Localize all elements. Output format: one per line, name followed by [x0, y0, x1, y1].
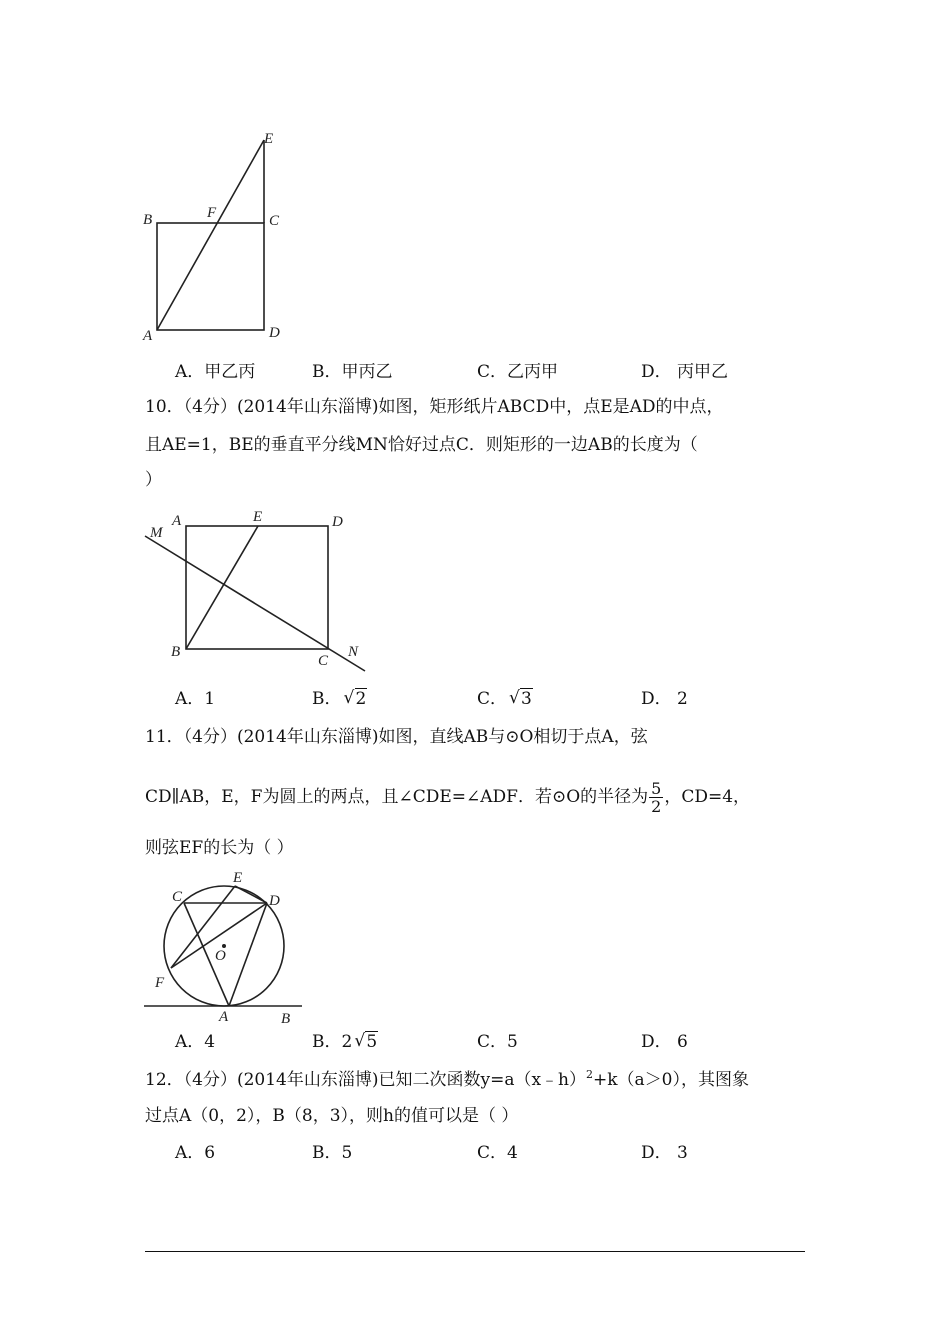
- q12-text-line2: 过点A（0，2），B（8，3），则h的值可以是（ ）: [145, 1106, 519, 1126]
- label-d: D: [332, 514, 343, 530]
- q11-option-c[interactable]: C．5: [477, 1032, 518, 1052]
- q10-text-line1: 10．（4分）(2014年山东淄博)如图，矩形纸片ABCD中，点E是AD的中点，: [145, 397, 724, 417]
- sqrt-symbol: √ 3: [509, 688, 532, 709]
- q11-text-line1: 11．（4分）(2014年山东淄博)如图，直线AB与⊙O相切于点A，弦: [145, 727, 648, 747]
- q10-option-c[interactable]: [477, 688, 533, 710]
- q11-options: [0, 1031, 950, 1055]
- label-b: B: [143, 212, 153, 228]
- label-e: E: [253, 509, 263, 525]
- q12-option-b[interactable]: B．5: [312, 1143, 353, 1163]
- rectangle-abcd: [186, 526, 328, 649]
- segment-ae: [157, 140, 264, 330]
- q12-text-line1-before: 12．（4分）(2014年山东淄博)已知二次函数y=a（x﹣h）: [145, 1070, 586, 1090]
- q12-exponent: 2: [586, 1068, 593, 1081]
- q10-option-a[interactable]: A．1: [175, 689, 216, 709]
- q9-option-c[interactable]: C．乙丙甲: [477, 362, 559, 382]
- q11-option-a[interactable]: A．4: [175, 1032, 216, 1052]
- q9-option-a[interactable]: A．甲乙丙: [175, 362, 256, 382]
- q10-option-b-prefix: B．: [312, 689, 342, 709]
- segment-da: [229, 903, 267, 1006]
- fraction-radius: [649, 780, 663, 815]
- q12-option-a[interactable]: A．6: [175, 1143, 216, 1163]
- label-e: E: [233, 870, 243, 886]
- label-b: B: [171, 644, 181, 660]
- q10-options: [0, 688, 950, 712]
- footer-divider: [145, 1251, 805, 1252]
- q10-option-c-radicand: 3: [521, 689, 532, 709]
- q12-text-line1-after: +k（a＞0），其图象: [593, 1070, 749, 1090]
- q11-text-line2-before: CD∥AB，E，F为圆上的两点，且∠CDE=∠ADF．若⊙O的半径为: [145, 787, 649, 807]
- figure-q10-svg: [140, 505, 370, 680]
- q10-option-c-prefix: C．: [477, 689, 508, 709]
- q10-option-b-radicand: 2: [355, 689, 367, 709]
- q11-option-b-radicand: 5: [366, 1032, 378, 1052]
- q10-text-line3: ）: [145, 470, 162, 490]
- sqrt-symbol: √ 5: [354, 1031, 378, 1052]
- segment-be: [186, 526, 258, 649]
- label-d: D: [269, 893, 280, 909]
- q12-options: [0, 1142, 950, 1166]
- q11-text-line2: [145, 777, 750, 817]
- square-abcd: [157, 223, 264, 330]
- label-o: O: [215, 948, 226, 964]
- q9-options: [0, 361, 950, 385]
- q12-option-d[interactable]: D． 3: [641, 1143, 688, 1163]
- label-e: E: [264, 131, 274, 147]
- label-n: N: [348, 644, 359, 660]
- fraction-numerator: 5: [651, 779, 662, 798]
- figure-q9-svg: [140, 125, 290, 345]
- q11-text-line3: 则弦EF的长为（ ）: [145, 838, 294, 858]
- fraction-denominator: 2: [651, 797, 662, 816]
- q10-option-b[interactable]: [312, 688, 367, 710]
- q11-option-b-prefix: B．2: [312, 1032, 353, 1052]
- figure-q11-svg: [140, 865, 310, 1025]
- figure-q9: [140, 125, 290, 345]
- label-c: C: [172, 889, 183, 905]
- label-b: B: [281, 1011, 291, 1025]
- label-d: D: [269, 325, 280, 341]
- q9-option-d[interactable]: D． 丙甲乙: [641, 362, 729, 382]
- q12-option-c[interactable]: C．4: [477, 1143, 518, 1163]
- label-f: F: [207, 205, 217, 221]
- q9-option-b[interactable]: B．甲丙乙: [312, 362, 393, 382]
- q11-option-d[interactable]: D． 6: [641, 1032, 688, 1052]
- q10-option-d[interactable]: D． 2: [641, 689, 688, 709]
- label-a: A: [219, 1009, 229, 1025]
- q11-option-b[interactable]: [312, 1031, 378, 1053]
- segment-ed: [235, 886, 267, 903]
- label-c: C: [269, 213, 280, 229]
- label-m: M: [150, 525, 163, 541]
- label-a: A: [172, 513, 182, 529]
- figure-q11: [140, 865, 310, 1025]
- q11-text-line2-after: ，CD=4，: [664, 787, 751, 807]
- q10-text-line2: 且AE=1，BE的垂直平分线MN恰好过点C．则矩形的一边AB的长度为（: [145, 435, 698, 455]
- figure-q10: [140, 505, 370, 680]
- q12-text-line1: [145, 1069, 749, 1093]
- sqrt-symbol: √ 2: [343, 688, 367, 709]
- label-c: C: [318, 653, 329, 669]
- label-a: A: [143, 328, 153, 344]
- label-f: F: [155, 975, 165, 991]
